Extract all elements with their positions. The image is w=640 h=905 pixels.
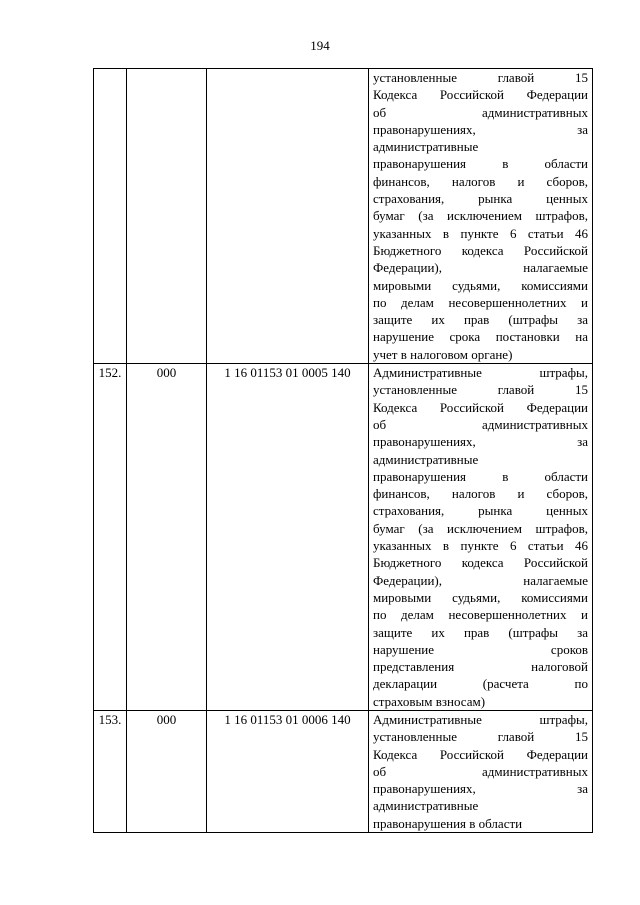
description-line: Кодекса Российской Федерации xyxy=(373,399,588,415)
description-line: Бюджетного кодекса Российской xyxy=(373,555,588,571)
description-line: Административные штрафы, xyxy=(373,711,588,727)
description-line: Административные штрафы, xyxy=(373,365,588,381)
description-line: по делам несовершеннолетних и xyxy=(373,294,588,310)
description-line: страхования, рынка ценных xyxy=(373,191,588,207)
description-line: об административных xyxy=(373,104,588,120)
table-row xyxy=(94,69,593,364)
description-line: представления налоговой xyxy=(373,659,588,675)
administrator-code-cell: 000 xyxy=(127,364,207,711)
description-line: указанных в пункте 6 статьи 46 xyxy=(373,225,588,241)
budget-classification-code-cell: 1 16 01153 01 0005 140 xyxy=(207,364,369,711)
row-number-cell: 153. xyxy=(94,710,127,832)
description-line: административные xyxy=(373,798,479,814)
table-row xyxy=(94,364,593,711)
page-number: 194 xyxy=(310,38,330,53)
description-line: защите их прав (штрафы за xyxy=(373,624,588,640)
description-line: правонарушениях, за xyxy=(373,781,588,797)
description-line: нарушение сроков xyxy=(373,641,588,657)
description-line: Кодекса Российской Федерации xyxy=(373,87,588,103)
description-cell xyxy=(369,364,593,711)
description-line: об административных xyxy=(373,763,588,779)
description-line: Федерации), налагаемые xyxy=(373,572,588,588)
description-line: Бюджетного кодекса Российской xyxy=(373,242,588,258)
description-line: правонарушениях, за xyxy=(373,434,588,450)
administrator-code-cell xyxy=(127,69,207,364)
description-line: Кодекса Российской Федерации xyxy=(373,746,588,762)
description-line: бумаг (за исключением штрафов, xyxy=(373,208,588,224)
description-line: защите их прав (штрафы за xyxy=(373,312,588,328)
description-line: страхования, рынка ценных xyxy=(373,503,588,519)
description-line: административные xyxy=(373,139,479,155)
table-row xyxy=(94,710,593,832)
description-line: правонарушениях, за xyxy=(373,121,588,137)
description-line: учет в налоговом органе) xyxy=(373,346,513,362)
description-line: бумаг (за исключением штрафов, xyxy=(373,520,588,536)
description-line: по делам несовершеннолетних и xyxy=(373,607,588,623)
budget-codes-table xyxy=(93,68,593,833)
budget-classification-code-cell xyxy=(207,69,369,364)
description-line: правонарушения в области xyxy=(373,815,523,831)
description-line: указанных в пункте 6 статьи 46 xyxy=(373,538,588,554)
description-cell xyxy=(369,710,593,832)
description-line: нарушение срока постановки на xyxy=(373,329,588,345)
description-line: декларации (расчета по xyxy=(373,676,588,692)
description-line: об административных xyxy=(373,416,588,432)
description-line: установленные главой 15 xyxy=(373,729,588,745)
row-number-cell: 152. xyxy=(94,364,127,711)
budget-classification-code-cell: 1 16 01153 01 0006 140 xyxy=(207,710,369,832)
description-line: Федерации), налагаемые xyxy=(373,260,588,276)
description-line: финансов, налогов и сборов, xyxy=(373,173,588,189)
description-line: мировыми судьями, комиссиями xyxy=(373,277,588,293)
description-line: финансов, налогов и сборов, xyxy=(373,486,588,502)
description-line: административные xyxy=(373,451,479,467)
description-line: правонарушения в области xyxy=(373,156,588,172)
row-number-cell xyxy=(94,69,127,364)
administrator-code-cell: 000 xyxy=(127,710,207,832)
description-cell xyxy=(369,69,593,364)
description-line: правонарушения в области xyxy=(373,468,588,484)
description-line: мировыми судьями, комиссиями xyxy=(373,589,588,605)
description-line: установленные главой 15 xyxy=(373,70,588,85)
description-line: установленные главой 15 xyxy=(373,382,588,398)
description-line: страховым взносам) xyxy=(373,693,486,709)
